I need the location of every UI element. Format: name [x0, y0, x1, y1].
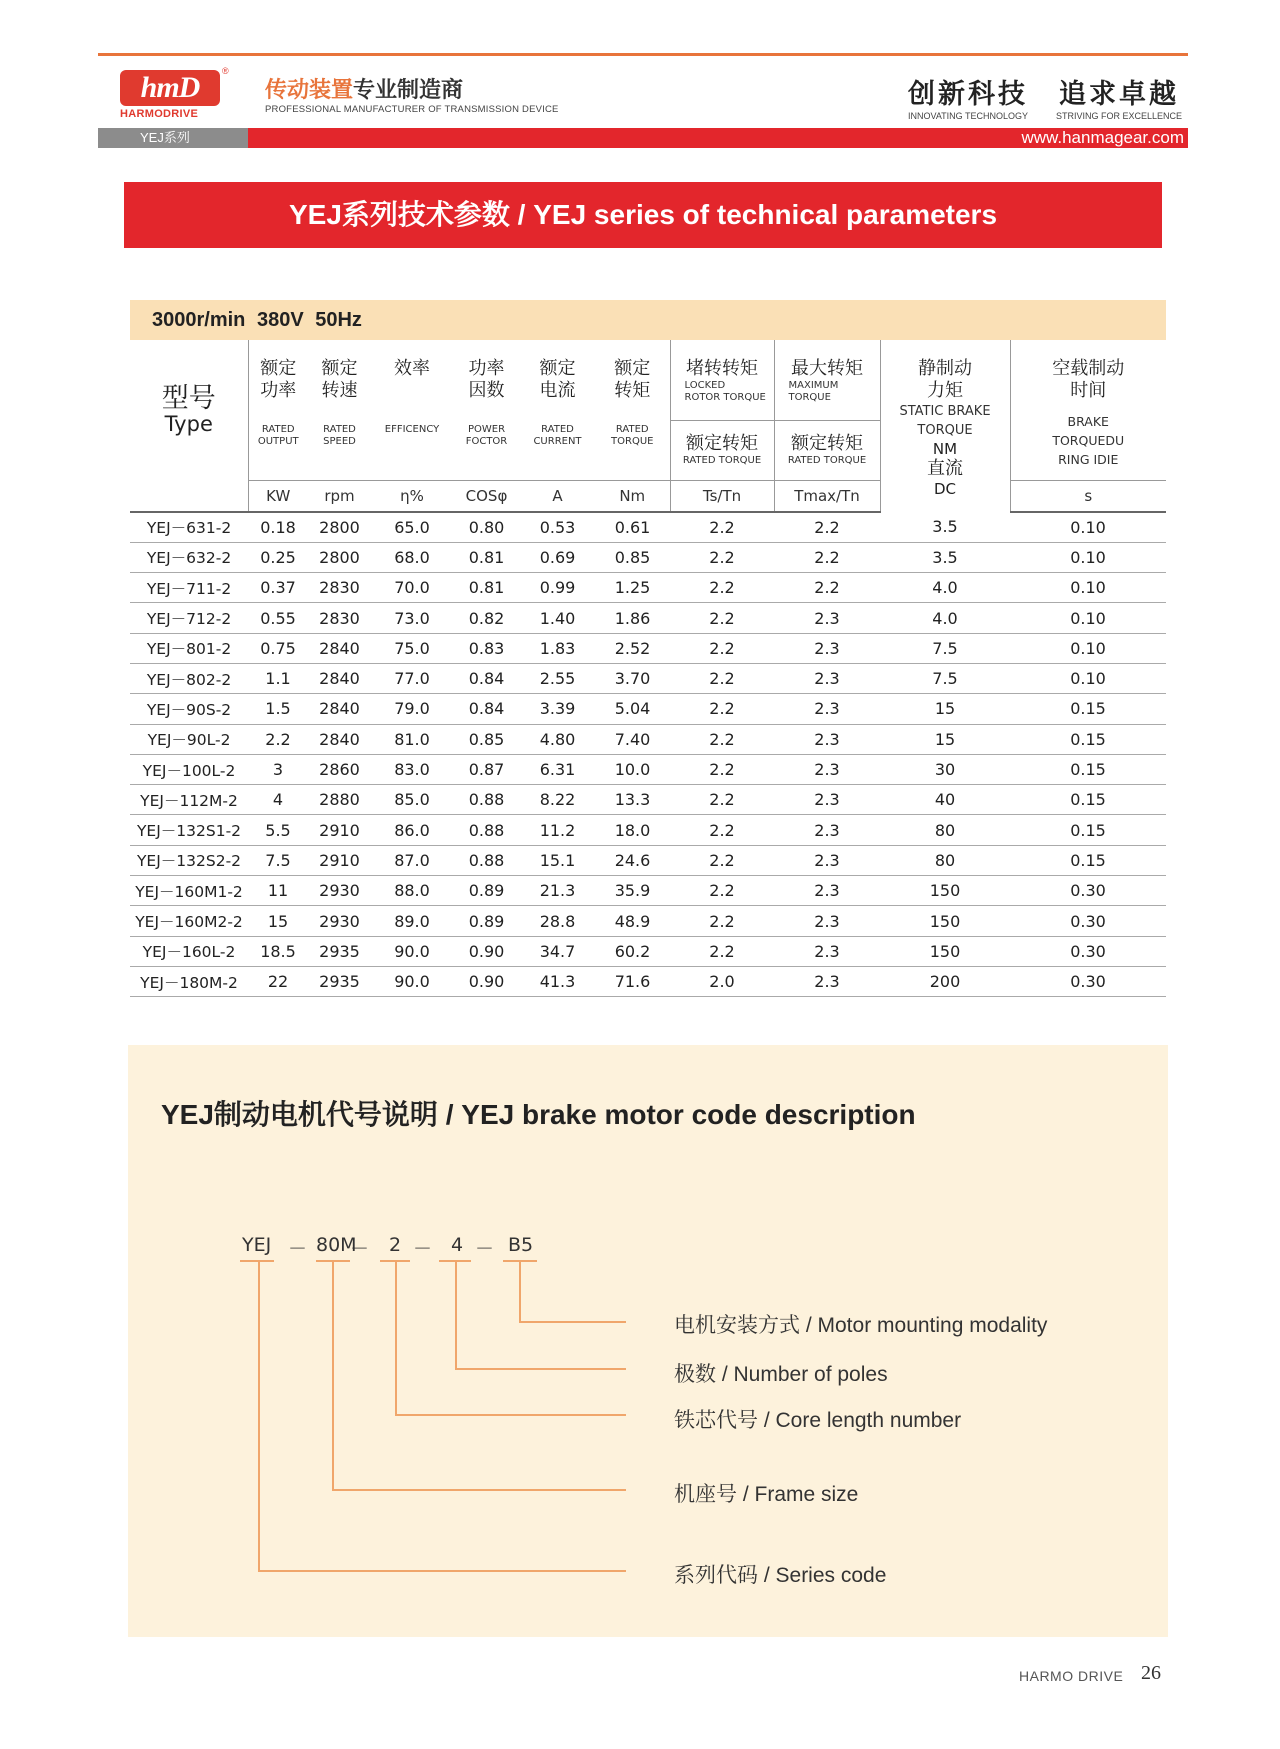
- cell-torque: 2.52: [595, 633, 670, 663]
- cell-model: YEJ－711-2: [130, 573, 248, 603]
- page-number: 26: [1141, 1662, 1161, 1684]
- cell-max-ratio: 2.3: [774, 966, 880, 996]
- cell-torque: 1.86: [595, 603, 670, 633]
- cell-current: 41.3: [520, 966, 595, 996]
- brake-cn: 静制动 力矩: [918, 358, 972, 401]
- max-cn: 最大转矩: [791, 358, 863, 379]
- code-dash-4: －: [475, 1238, 495, 1260]
- leader-series-v: [258, 1262, 260, 1571]
- cell-speed: 2840: [308, 663, 371, 693]
- logo-mark: hmD: [120, 70, 220, 106]
- type-header-cn: 型号: [161, 382, 216, 414]
- header-speed: [308, 340, 371, 480]
- cell-locked-ratio: 2.2: [670, 936, 774, 966]
- desc-poles: 极数 / Number of poles: [674, 1363, 888, 1386]
- leader-poles-h: [455, 1368, 626, 1370]
- cell-model: YEJ－132S1-2: [130, 815, 248, 845]
- cell-idle-time: 0.10: [1010, 542, 1166, 572]
- cell-locked-ratio: 2.2: [670, 845, 774, 875]
- table-row: [130, 694, 1166, 724]
- cell-power-factor: 0.84: [453, 663, 520, 693]
- cell-speed: 2935: [308, 966, 371, 996]
- code-frame: 80M: [316, 1234, 357, 1256]
- rated-cn-2: 额定转矩: [791, 433, 863, 454]
- cell-static-brake: 7.5: [880, 663, 1010, 693]
- table-row: [130, 936, 1166, 966]
- cell-max-ratio: 2.3: [774, 633, 880, 663]
- leader-mounting-h: [519, 1321, 626, 1323]
- header-power-factor-cn: 功率 因数: [468, 358, 505, 401]
- table-row: [130, 603, 1166, 633]
- brake-nm: NM: [932, 440, 958, 458]
- cell-torque: 3.70: [595, 663, 670, 693]
- desc-series: 系列代码 / Series code: [674, 1564, 887, 1587]
- header-power-factor-en: POWER FOCTOR: [465, 424, 508, 447]
- code-poles: 4: [451, 1234, 464, 1256]
- leader-series-h: [258, 1570, 626, 1572]
- cell-torque: 35.9: [595, 876, 670, 906]
- cell-power-factor: 0.82: [453, 603, 520, 633]
- cell-torque: 10.0: [595, 754, 670, 784]
- header-current-cn: 额定 电流: [539, 358, 576, 401]
- cell-model: YEJ－90S-2: [130, 694, 248, 724]
- cell-speed: 2930: [308, 876, 371, 906]
- cell-static-brake: 4.0: [880, 573, 1010, 603]
- rated-en-2: RATED TORQUE: [787, 455, 867, 466]
- cell-static-brake: 80: [880, 815, 1010, 845]
- cell-speed: 2935: [308, 936, 371, 966]
- cell-output: 0.25: [248, 542, 308, 572]
- cell-locked-ratio: 2.2: [670, 694, 774, 724]
- cell-efficiency: 86.0: [371, 815, 453, 845]
- cell-efficiency: 85.0: [371, 785, 453, 815]
- cell-efficiency: 87.0: [371, 845, 453, 875]
- unit-ts: Ts/Tn: [670, 480, 774, 512]
- cell-model: YEJ－631-2: [130, 512, 248, 543]
- code-mounting: B5: [508, 1234, 534, 1256]
- header-efficiency-cn: 效率: [394, 358, 430, 379]
- cell-idle-time: 0.30: [1010, 936, 1166, 966]
- unit-kw: KW: [248, 480, 308, 512]
- cell-output: 15: [248, 906, 308, 936]
- cell-speed: 2830: [308, 603, 371, 633]
- cell-output: 2.2: [248, 724, 308, 754]
- cell-locked-ratio: 2.2: [670, 603, 774, 633]
- cell-efficiency: 89.0: [371, 906, 453, 936]
- cell-static-brake: 150: [880, 906, 1010, 936]
- cell-output: 0.55: [248, 603, 308, 633]
- tagline-cn-rest: 专业制造商: [353, 77, 464, 102]
- cell-locked-ratio: 2.2: [670, 633, 774, 663]
- table-row: [130, 633, 1166, 663]
- cell-power-factor: 0.89: [453, 876, 520, 906]
- header-torque-en: RATED TORQUE: [611, 424, 654, 447]
- cell-max-ratio: 2.2: [774, 542, 880, 572]
- unit-a: A: [520, 480, 595, 512]
- cell-power-factor: 0.87: [453, 754, 520, 784]
- table-row: [130, 663, 1166, 693]
- cell-idle-time: 0.15: [1010, 694, 1166, 724]
- rated-en-1: RATED TORQUE: [682, 455, 762, 466]
- cell-max-ratio: 2.3: [774, 906, 880, 936]
- cell-power-factor: 0.90: [453, 936, 520, 966]
- cell-efficiency: 65.0: [371, 512, 453, 543]
- logo-registered: ®: [222, 66, 229, 76]
- cell-efficiency: 88.0: [371, 876, 453, 906]
- cell-model: YEJ－132S2-2: [130, 845, 248, 875]
- cell-model: YEJ－90L-2: [130, 724, 248, 754]
- leader-frame-h: [332, 1489, 626, 1491]
- cell-torque: 48.9: [595, 906, 670, 936]
- cell-static-brake: 30: [880, 754, 1010, 784]
- cell-current: 6.31: [520, 754, 595, 784]
- cell-model: YEJ－180M-2: [130, 966, 248, 996]
- header-efficiency-en: EFFICENCY: [384, 424, 440, 435]
- cell-max-ratio: 2.2: [774, 512, 880, 543]
- cell-max-ratio: 2.3: [774, 663, 880, 693]
- max-en: MAXIMUM TORQUE: [788, 380, 839, 403]
- website-link[interactable]: www.hanmagear.com: [1021, 128, 1184, 147]
- cell-static-brake: 3.5: [880, 512, 1010, 543]
- cell-idle-time: 0.15: [1010, 845, 1166, 875]
- tagline-en: PROFESSIONAL MANUFACTURER OF TRANSMISSION DEVICE: [265, 104, 559, 115]
- code-dash-3: －: [413, 1238, 433, 1260]
- type-header-en: Type: [164, 411, 213, 436]
- cell-static-brake: 150: [880, 936, 1010, 966]
- desc-frame: 机座号 / Frame size: [674, 1483, 859, 1506]
- cell-power-factor: 0.80: [453, 512, 520, 543]
- cell-power-factor: 0.88: [453, 845, 520, 875]
- cell-efficiency: 81.0: [371, 724, 453, 754]
- header-output: [248, 340, 308, 480]
- cell-current: 11.2: [520, 815, 595, 845]
- slogan2-en: STRIVING FOR EXCELLENCE: [1056, 111, 1183, 121]
- technical-parameters-table: [130, 340, 1166, 997]
- code-dash-2: －: [350, 1238, 370, 1260]
- leader-frame-v: [332, 1262, 334, 1490]
- code-dash-1: －: [288, 1238, 308, 1260]
- cell-max-ratio: 2.3: [774, 754, 880, 784]
- cell-locked-ratio: 2.2: [670, 724, 774, 754]
- slogan1-cn: 创新科技: [908, 79, 1028, 110]
- unit-cos: COSφ: [453, 480, 520, 512]
- brake-dc-cn: 直流: [927, 458, 963, 479]
- table-row: [130, 512, 1166, 543]
- cell-static-brake: 150: [880, 876, 1010, 906]
- header-torque-cn: 额定 转矩: [614, 358, 651, 401]
- cell-output: 0.75: [248, 633, 308, 663]
- table-row: [130, 815, 1166, 845]
- table-row: [130, 876, 1166, 906]
- type-unit-cell: [130, 480, 248, 512]
- logo-word: HARMODRIVE: [120, 108, 199, 120]
- cell-output: 1.5: [248, 694, 308, 724]
- cell-current: 2.55: [520, 663, 595, 693]
- cell-locked-ratio: 2.0: [670, 966, 774, 996]
- header-max-torque: [774, 340, 880, 420]
- cell-static-brake: 4.0: [880, 603, 1010, 633]
- cell-model: YEJ－160L-2: [130, 936, 248, 966]
- cell-max-ratio: 2.3: [774, 603, 880, 633]
- cell-locked-ratio: 2.2: [670, 542, 774, 572]
- cell-idle-time: 0.10: [1010, 663, 1166, 693]
- slogan-striving: [1056, 72, 1182, 121]
- tagline-cn-accent: 传动装置: [265, 77, 354, 102]
- code-series: YEJ: [242, 1234, 272, 1256]
- brake-dc: DC: [933, 480, 957, 498]
- cell-power-factor: 0.88: [453, 815, 520, 845]
- header-output-cn: 额定 功率: [260, 358, 297, 401]
- leader-poles-v: [455, 1262, 457, 1369]
- cell-power-factor: 0.83: [453, 633, 520, 663]
- cell-efficiency: 68.0: [371, 542, 453, 572]
- desc-mounting: 电机安装方式 / Motor mounting modality: [674, 1314, 1048, 1337]
- cell-efficiency: 75.0: [371, 633, 453, 663]
- header-power-factor: [453, 340, 520, 480]
- cell-efficiency: 73.0: [371, 603, 453, 633]
- cell-current: 28.8: [520, 906, 595, 936]
- cell-idle-time: 0.10: [1010, 573, 1166, 603]
- unit-eff: η%: [371, 480, 453, 512]
- cell-locked-ratio: 2.2: [670, 785, 774, 815]
- cell-model: YEJ－802-2: [130, 663, 248, 693]
- header-speed-cn: 额定 转速: [321, 358, 358, 401]
- leader-mounting-v: [519, 1262, 521, 1322]
- cell-locked-ratio: 2.2: [670, 876, 774, 906]
- cell-power-factor: 0.90: [453, 966, 520, 996]
- header-speed-en: RATED SPEED: [323, 424, 356, 447]
- slogan2-cn: 追求卓越: [1059, 79, 1180, 110]
- idle-cn: 空载制动 时间: [1052, 358, 1125, 401]
- cell-idle-time: 0.10: [1010, 633, 1166, 663]
- harmodrive-logo: [120, 66, 229, 122]
- cell-static-brake: 200: [880, 966, 1010, 996]
- unit-rpm: rpm: [308, 480, 371, 512]
- page-title: YEJ系列技术参数 / YEJ series of technical parameters: [124, 182, 1162, 248]
- cell-efficiency: 79.0: [371, 694, 453, 724]
- cell-current: 0.69: [520, 542, 595, 572]
- cell-torque: 71.6: [595, 966, 670, 996]
- cell-speed: 2910: [308, 815, 371, 845]
- cell-static-brake: 3.5: [880, 542, 1010, 572]
- cell-max-ratio: 2.3: [774, 936, 880, 966]
- header-output-en: RATED OUTPUT: [257, 424, 299, 447]
- unit-nm: Nm: [595, 480, 670, 512]
- cell-torque: 13.3: [595, 785, 670, 815]
- cell-speed: 2800: [308, 542, 371, 572]
- header-rated-torque-1: [670, 420, 774, 480]
- cell-output: 0.18: [248, 512, 308, 543]
- cell-current: 15.1: [520, 845, 595, 875]
- cell-output: 5.5: [248, 815, 308, 845]
- brake-en: STATIC BRAKE TORQUE: [899, 404, 991, 438]
- cell-model: YEJ－160M1-2: [130, 876, 248, 906]
- cell-efficiency: 90.0: [371, 966, 453, 996]
- cell-efficiency: 77.0: [371, 663, 453, 693]
- table-row: [130, 906, 1166, 936]
- cell-static-brake: 80: [880, 845, 1010, 875]
- leader-core-h: [395, 1414, 626, 1416]
- unit-s: s: [1010, 480, 1166, 512]
- cell-current: 0.99: [520, 573, 595, 603]
- cell-output: 1.1: [248, 663, 308, 693]
- cell-idle-time: 0.15: [1010, 754, 1166, 784]
- cell-speed: 2830: [308, 573, 371, 603]
- leader-core-v: [395, 1262, 397, 1415]
- cell-current: 1.83: [520, 633, 595, 663]
- cell-efficiency: 70.0: [371, 573, 453, 603]
- slogan1-en: INNOVATING TECHNOLOGY: [908, 111, 1029, 121]
- cell-current: 0.53: [520, 512, 595, 543]
- cell-locked-ratio: 2.2: [670, 512, 774, 543]
- cell-current: 21.3: [520, 876, 595, 906]
- cell-max-ratio: 2.3: [774, 724, 880, 754]
- table-row: [130, 542, 1166, 572]
- cell-static-brake: 7.5: [880, 633, 1010, 663]
- underline-series: [240, 1260, 274, 1262]
- cell-speed: 2910: [308, 845, 371, 875]
- cell-model: YEJ－801-2: [130, 633, 248, 663]
- cell-model: YEJ－100L-2: [130, 754, 248, 784]
- cell-speed: 2840: [308, 724, 371, 754]
- footer-brand: HARMO DRIVE: [1019, 1668, 1124, 1684]
- cell-idle-time: 0.30: [1010, 966, 1166, 996]
- cell-locked-ratio: 2.2: [670, 573, 774, 603]
- table-row: [130, 724, 1166, 754]
- cell-efficiency: 90.0: [371, 936, 453, 966]
- cell-current: 1.40: [520, 603, 595, 633]
- cell-max-ratio: 2.2: [774, 573, 880, 603]
- cell-torque: 18.0: [595, 815, 670, 845]
- cell-current: 8.22: [520, 785, 595, 815]
- header-current: [520, 340, 595, 480]
- cell-locked-ratio: 2.2: [670, 663, 774, 693]
- cell-output: 4: [248, 785, 308, 815]
- cell-locked-ratio: 2.2: [670, 906, 774, 936]
- table-row: [130, 966, 1166, 996]
- header-static-brake: [880, 340, 1010, 512]
- cell-power-factor: 0.85: [453, 724, 520, 754]
- cell-idle-time: 0.10: [1010, 512, 1166, 543]
- table-row: [130, 845, 1166, 875]
- cell-locked-ratio: 2.2: [670, 754, 774, 784]
- header-idle-time: [1010, 340, 1166, 480]
- table-row: [130, 785, 1166, 815]
- code-description-box: [128, 1045, 1168, 1637]
- cell-current: 3.39: [520, 694, 595, 724]
- cell-static-brake: 15: [880, 724, 1010, 754]
- cell-model: YEJ－712-2: [130, 603, 248, 633]
- cell-output: 11: [248, 876, 308, 906]
- cell-max-ratio: 2.3: [774, 694, 880, 724]
- cell-torque: 24.6: [595, 845, 670, 875]
- code-description-title: YEJ制动电机代号说明 / YEJ brake motor code description: [161, 1099, 916, 1130]
- cell-efficiency: 83.0: [371, 754, 453, 784]
- cell-model: YEJ－632-2: [130, 542, 248, 572]
- tagline-cn: [265, 73, 463, 104]
- cell-current: 34.7: [520, 936, 595, 966]
- cell-max-ratio: 2.3: [774, 815, 880, 845]
- cell-max-ratio: 2.3: [774, 876, 880, 906]
- table-row: [130, 573, 1166, 603]
- cell-static-brake: 15: [880, 694, 1010, 724]
- locked-en: LOCKED ROTOR TORQUE: [684, 380, 766, 403]
- cell-current: 4.80: [520, 724, 595, 754]
- type-header: [130, 340, 248, 480]
- slogan-innovating: [908, 72, 1028, 121]
- cell-speed: 2930: [308, 906, 371, 936]
- cell-torque: 60.2: [595, 936, 670, 966]
- cell-max-ratio: 2.3: [774, 845, 880, 875]
- table-body: [130, 512, 1166, 997]
- header-efficiency: [371, 340, 453, 480]
- table-row: [130, 754, 1166, 784]
- cell-idle-time: 0.15: [1010, 724, 1166, 754]
- cell-speed: 2840: [308, 694, 371, 724]
- cell-torque: 7.40: [595, 724, 670, 754]
- idle-en: BRAKE TORQUEDU RING IDIE: [1052, 414, 1125, 467]
- header-torque: [595, 340, 670, 480]
- series-tab: YEJ系列: [98, 128, 248, 148]
- header-current-en: RATED CURRENT: [533, 424, 582, 447]
- header-locked-rotor: [670, 340, 774, 420]
- header-rule: [98, 53, 1188, 56]
- cell-power-factor: 0.81: [453, 542, 520, 572]
- cell-output: 3: [248, 754, 308, 784]
- cell-idle-time: 0.10: [1010, 603, 1166, 633]
- cell-power-factor: 0.84: [453, 694, 520, 724]
- cell-output: 18.5: [248, 936, 308, 966]
- cell-output: 0.37: [248, 573, 308, 603]
- cell-locked-ratio: 2.2: [670, 815, 774, 845]
- cell-power-factor: 0.81: [453, 573, 520, 603]
- cell-power-factor: 0.88: [453, 785, 520, 815]
- cell-idle-time: 0.15: [1010, 785, 1166, 815]
- desc-core: 铁芯代号 / Core length number: [674, 1409, 962, 1432]
- cell-speed: 2880: [308, 785, 371, 815]
- cell-static-brake: 40: [880, 785, 1010, 815]
- unit-tmax: Tmax/Tn: [774, 480, 880, 512]
- cell-max-ratio: 2.3: [774, 785, 880, 815]
- cell-speed: 2800: [308, 512, 371, 543]
- locked-cn: 堵转转矩: [686, 358, 758, 379]
- cell-torque: 0.85: [595, 542, 670, 572]
- code-core: 2: [389, 1234, 402, 1256]
- cell-speed: 2840: [308, 633, 371, 663]
- cell-output: 22: [248, 966, 308, 996]
- header-rated-torque-2: [774, 420, 880, 480]
- rated-cn-1: 额定转矩: [686, 433, 758, 454]
- spec-bar: 3000r/min 380V 50Hz: [130, 300, 1166, 340]
- cell-output: 7.5: [248, 845, 308, 875]
- cell-idle-time: 0.30: [1010, 906, 1166, 936]
- cell-idle-time: 0.30: [1010, 876, 1166, 906]
- cell-model: YEJ－160M2-2: [130, 906, 248, 936]
- cell-speed: 2860: [308, 754, 371, 784]
- cell-power-factor: 0.89: [453, 906, 520, 936]
- cell-model: YEJ－112M-2: [130, 785, 248, 815]
- cell-torque: 0.61: [595, 512, 670, 543]
- cell-idle-time: 0.15: [1010, 815, 1166, 845]
- cell-torque: 5.04: [595, 694, 670, 724]
- cell-torque: 1.25: [595, 573, 670, 603]
